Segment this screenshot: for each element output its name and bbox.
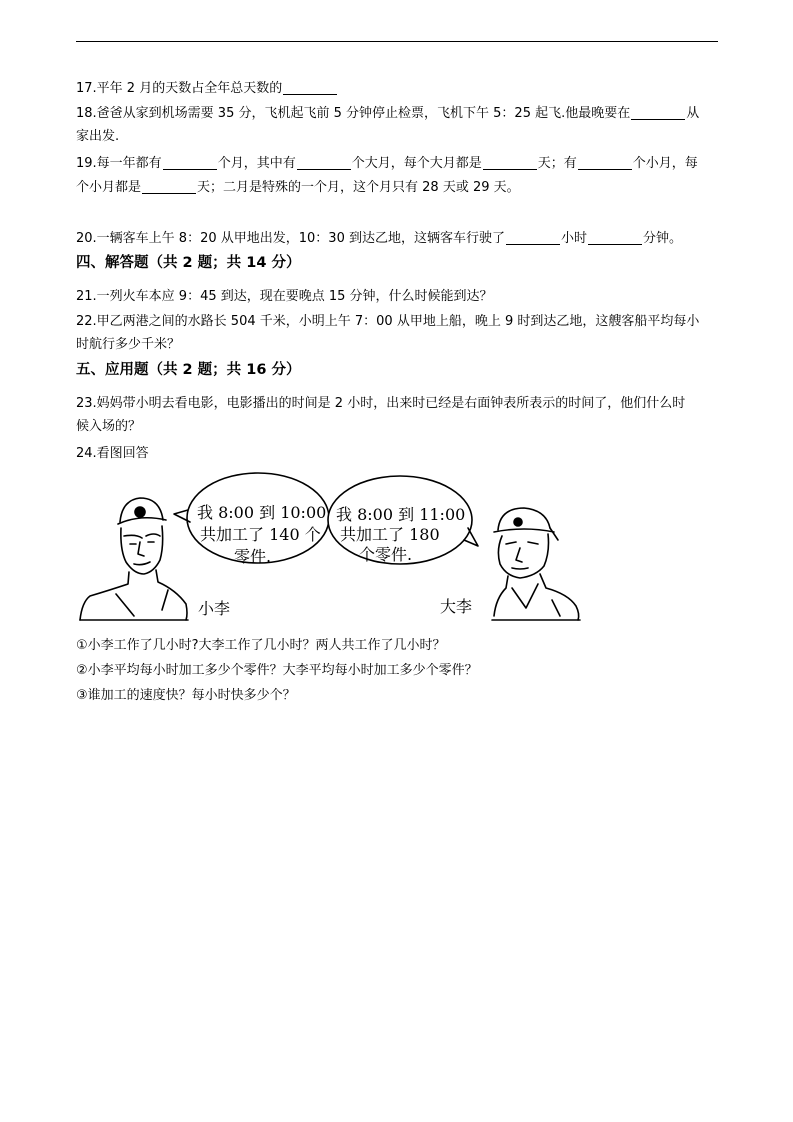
section-4-heading: 四、解答题（共 2 题；共 14 分） bbox=[76, 255, 301, 271]
question-22-line2: 时航行多少千米？ bbox=[76, 337, 181, 352]
question-19-line2 bbox=[76, 176, 718, 199]
question-23-line1: 23.妈妈带小明去看电影，电影播出的时间是 2 小时，出来时已经是右面钟表所表示的时间了，他们什么时 bbox=[76, 396, 686, 411]
worker-illustration bbox=[76, 470, 586, 622]
answer-blank[interactable] bbox=[578, 155, 632, 170]
answer-blank[interactable] bbox=[283, 80, 337, 95]
worker-right-figure bbox=[492, 508, 580, 620]
question-20-text-a: 20.一辆客车上午 8：20 从甲地出发，10：30 到达乙地，这辆客车行驶了 bbox=[76, 231, 505, 246]
question-19 bbox=[76, 152, 718, 175]
question-18-line2 bbox=[76, 125, 718, 148]
subquestion-1: ①小李工作了几小时?大李工作了几小时？两人共工作了几小时？ bbox=[76, 638, 446, 653]
question-23-line2: 候入场的？ bbox=[76, 419, 142, 434]
worker-illustration-svg bbox=[76, 470, 586, 622]
question-24: 24.看图回答 bbox=[76, 446, 149, 461]
subquestion-3: ③谁加工的速度快？每小时快多少个？ bbox=[76, 688, 296, 703]
question-19-text-b: 个月，其中有 bbox=[217, 156, 296, 171]
answer-blank[interactable] bbox=[631, 105, 685, 120]
answer-blank[interactable] bbox=[297, 155, 351, 170]
answer-blank[interactable] bbox=[163, 155, 217, 170]
question-18-text-c: 家出发. bbox=[76, 129, 120, 144]
question-20-text-c: 分钟。 bbox=[642, 231, 682, 246]
left-bubble-line-1: 我 8:00 到 10:00 bbox=[197, 503, 327, 522]
question-17-text: 17.平年 2 月的天数占全年总天数的 bbox=[76, 81, 283, 96]
left-bubble-line-3: 零件. bbox=[234, 547, 272, 566]
question-19-text-f: 个小月都是 bbox=[76, 180, 142, 195]
question-18-text-b: 从 bbox=[686, 106, 700, 121]
question-20 bbox=[76, 227, 718, 250]
question-18 bbox=[76, 102, 718, 125]
question-21: 21.一列火车本应 9：45 到达，现在要晚点 15 分钟，什么时候能到达？ bbox=[76, 289, 493, 304]
question-19-text-c: 个大月，每个大月都是 bbox=[351, 156, 482, 171]
answer-blank[interactable] bbox=[483, 155, 537, 170]
section-5-heading: 五、应用题（共 2 题；共 16 分） bbox=[76, 362, 301, 378]
right-worker-name: 大李 bbox=[440, 597, 473, 616]
question-22-line1: 22.甲乙两港之间的水路长 504 千米，小明上午 7：00 从甲地上船，晚上 9 时到达乙地，这艘客船平均每小 bbox=[76, 314, 700, 329]
answer-blank[interactable] bbox=[506, 230, 560, 245]
worker-left-figure bbox=[80, 498, 188, 620]
question-19-text-a: 19.每一年都有 bbox=[76, 156, 162, 171]
right-bubble-line-1: 我 8:00 到 11:00 bbox=[336, 505, 466, 524]
answer-blank[interactable] bbox=[142, 179, 196, 194]
header-rule bbox=[76, 41, 718, 42]
subquestion-2: ②小李平均每小时加工多少个零件？大李平均每小时加工多少个零件？ bbox=[76, 663, 478, 678]
question-19-text-d: 天；有 bbox=[537, 156, 577, 171]
question-18-text-a: 18.爸爸从家到机场需要 35 分，飞机起飞前 5 分钟停止检票，飞机下午 5：25 起飞.他最晚要在 bbox=[76, 106, 631, 121]
left-bubble-line-2: 共加工了 140 个 bbox=[200, 525, 321, 544]
question-19-text-e: 个小月，每 bbox=[632, 156, 698, 171]
right-bubble-line-3: 个零件. bbox=[359, 545, 413, 564]
question-17 bbox=[76, 77, 718, 100]
question-20-text-b: 小时 bbox=[560, 231, 587, 246]
right-bubble-line-2: 共加工了 180 bbox=[340, 525, 440, 544]
left-worker-name: 小李 bbox=[198, 599, 231, 618]
answer-blank[interactable] bbox=[588, 230, 642, 245]
question-19-text-g: 天；二月是特殊的一个月，这个月只有 28 天或 29 天。 bbox=[197, 180, 520, 195]
